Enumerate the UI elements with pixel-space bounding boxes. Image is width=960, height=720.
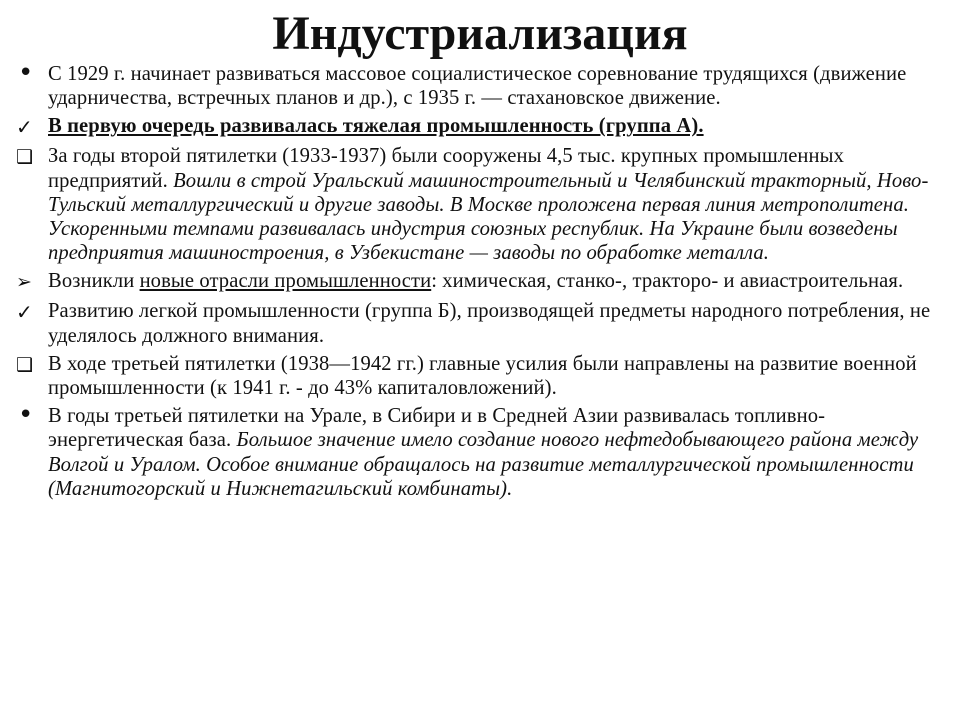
list-item xyxy=(14,352,946,400)
checkbox-icon: ❑ xyxy=(16,353,34,376)
list-item xyxy=(14,144,946,265)
item-text-after: : химическая, станко-, тракторо- и авиастроительная. xyxy=(431,270,904,293)
list-item xyxy=(14,114,946,140)
list-item xyxy=(14,299,946,347)
list-item xyxy=(14,269,946,295)
arrow-bullet-icon: ➢ xyxy=(16,271,32,294)
checkmark-icon: ✓ xyxy=(16,115,33,140)
item-text: С 1929 г. начинает развиваться массовое социалистическое соревнование трудящихся (движение ударничества, встречных планов и др.), с 1935 г. — стахановское движение. xyxy=(48,63,907,110)
bullet-list xyxy=(14,58,946,505)
item-text-underlined: новые отрасли промышленности xyxy=(139,270,432,293)
item-text: Развитию легкой промышленности (группа Б), производящей предметы народного потребления, не уделялось должного внимания. xyxy=(48,300,931,347)
bullet-dot-icon: • xyxy=(18,400,34,431)
item-text: В первую очередь развивалась тяжелая промышленность (группа А). xyxy=(48,115,704,138)
item-text-before: Возникли xyxy=(48,270,140,293)
checkbox-icon: ❑ xyxy=(16,146,34,169)
item-text-italic: Большое значение имело создание нового нефтедобывающего района между Волгой и Уралом. Особое внимание обращалось на развитие металлургической промышленности (Магнитогорский и Нижнетагильский комбинаты). xyxy=(48,429,919,500)
checkmark-icon: ✓ xyxy=(16,300,33,325)
list-item xyxy=(14,58,946,110)
bullet-dot-icon: • xyxy=(18,58,34,88)
item-text-plain: За годы второй пятилетки (1933-1937) были сооружены 4,5 тыс. крупных промышленных предприятий. xyxy=(48,145,845,192)
item-text xyxy=(48,269,946,293)
item-text-plain: В годы третьей пятилетки на Урале, в Сибири и в Средней Азии развивалась топливно-энергетическая база. xyxy=(48,405,826,452)
item-text xyxy=(48,144,946,265)
item-text xyxy=(48,404,946,501)
item-text: В ходе третьей пятилетки (1938—1942 гг.) главные усилия были направлены на развитие военной промышленности (к 1941 г. - до 43% капиталовложений). xyxy=(48,352,917,400)
slide-title: Индустриализация xyxy=(272,7,688,60)
list-item xyxy=(14,400,946,501)
item-text-italic: Вошли в строй Уральский машиностроительный и Челябинский тракторный, Ново-Тульский металлургический и другие заводы. В Москве проложена первая линия метрополитена. Ускоренными темпами развивалась индустрия союзных республик. На Украине были возведены предприятия машиностроения, в Узбекистане — заводы по обработке металла. xyxy=(48,169,929,265)
